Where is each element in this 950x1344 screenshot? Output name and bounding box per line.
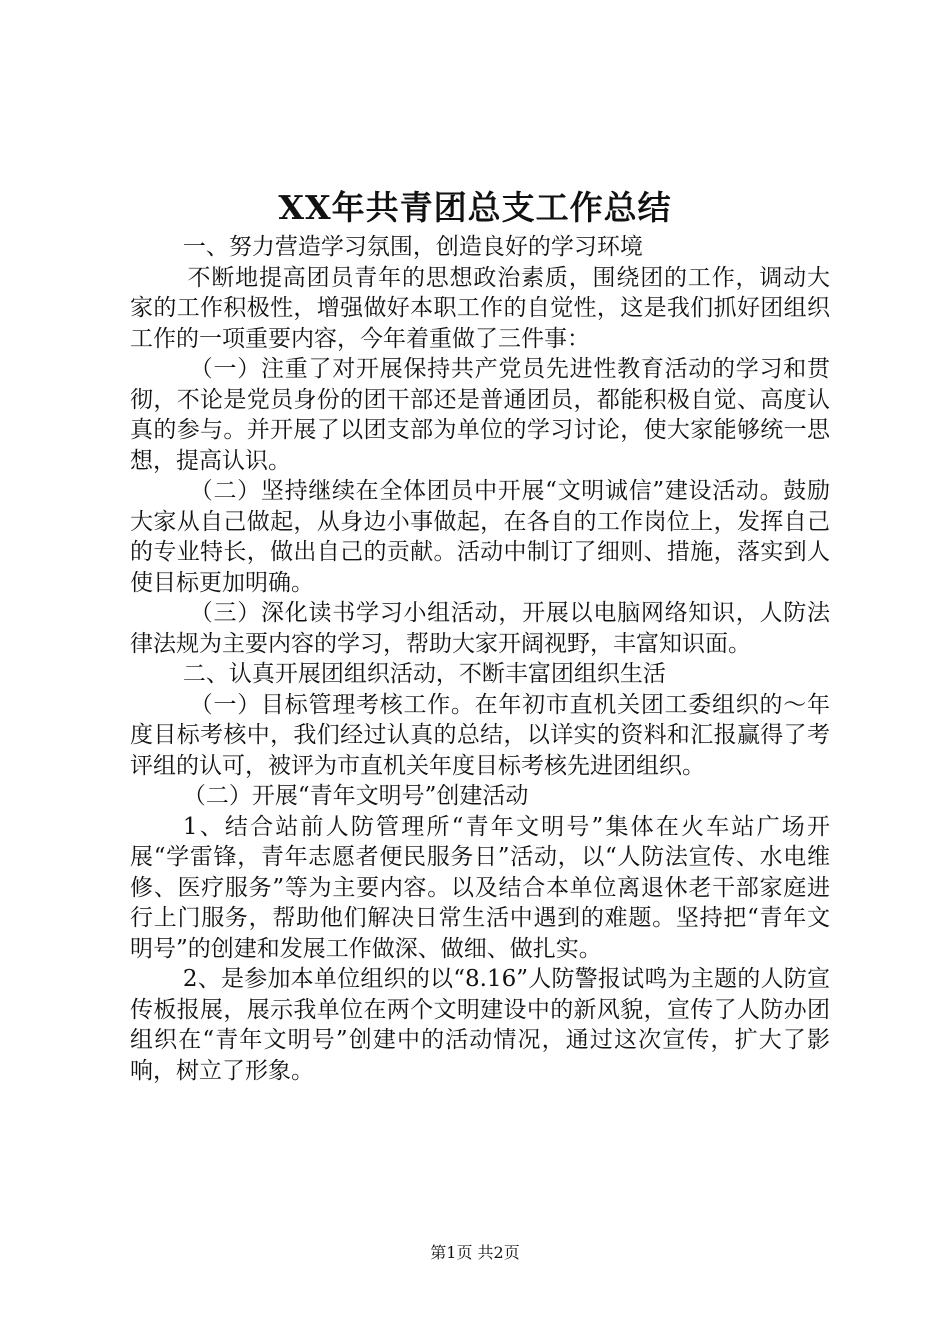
paragraph-item-3: （三）深化读书学习小组活动，开展以电脑网络知识，人防法律法规为主要内容的学习，帮助大家开阔视野，丰富知识面。 (130, 600, 830, 657)
document-body (130, 232, 830, 1086)
paragraph-activity-1: 1、结合站前人防管理所“青年文明号”集体在火车站广场开展“学雷锋，青年志愿者便民服务日”活动，以“人防法宣传、水电维修、医疗服务”等为主要内容。以及结合本单位离退休老干部家庭进行上门服务，帮助他们解决日常生活中遇到的难题。坚持把“青年文明号”的创建和发展工作做深、做细、做扎实。 (130, 813, 830, 962)
section-heading-2: 二、认真开展团组织活动，不断丰富团组织生活 (182, 661, 666, 687)
section-heading-1: 一、努力营造学习氛围，创造良好的学习环境 (182, 234, 643, 260)
paragraph-target-management: （一）目标管理考核工作。在年初市直机关团工委组织的～年度目标考核中，我们经过认真的总结，以详实的资料和汇报赢得了考评组的认可，被评为市直机关年度目标考核先进团组织。 (130, 691, 830, 779)
paragraph-intro: 不断地提高团员青年的思想政治素质，围绕团的工作，调动大家的工作积极性，增强做好本职工作的自觉性，这是我们抓好团组织工作的一项重要内容，今年着重做了三件事： (130, 264, 830, 352)
paragraph-item-1: （一）注重了对开展保持共产党员先进性教育活动的学习和贯彻，不论是党员身份的团干部还是普通团员，都能积极自觉、高度认真的参与。并开展了以团支部为单位的学习讨论，使大家能够统一思想，提高认识。 (130, 356, 830, 474)
paragraph-item-2: （二）坚持继续在全体团员中开展“文明诚信”建设活动。鼓励大家从自己做起，从身边小事做起，在各自的工作岗位上，发挥自己的专业特长，做出自己的贡献。活动中制订了细则、措施，落实到人使目标更加明确。 (130, 478, 830, 596)
document-title: XX年共青团总支工作总结 (278, 188, 672, 227)
paragraph-activity-2: 2、是参加本单位组织的以“8.16”人防警报试鸣为主题的人防宣传板报展，展示我单位在两个文明建设中的新风貌，宣传了人防办团组织在“青年文明号”创建中的活动情况，通过这次宣传，扩大了影响，树立了形象。 (130, 966, 830, 1084)
page-footer: 第1页 共2页 (430, 1243, 520, 1262)
subheading-youth-civilization: （二）开展“青年文明号”创建活动 (182, 783, 529, 809)
